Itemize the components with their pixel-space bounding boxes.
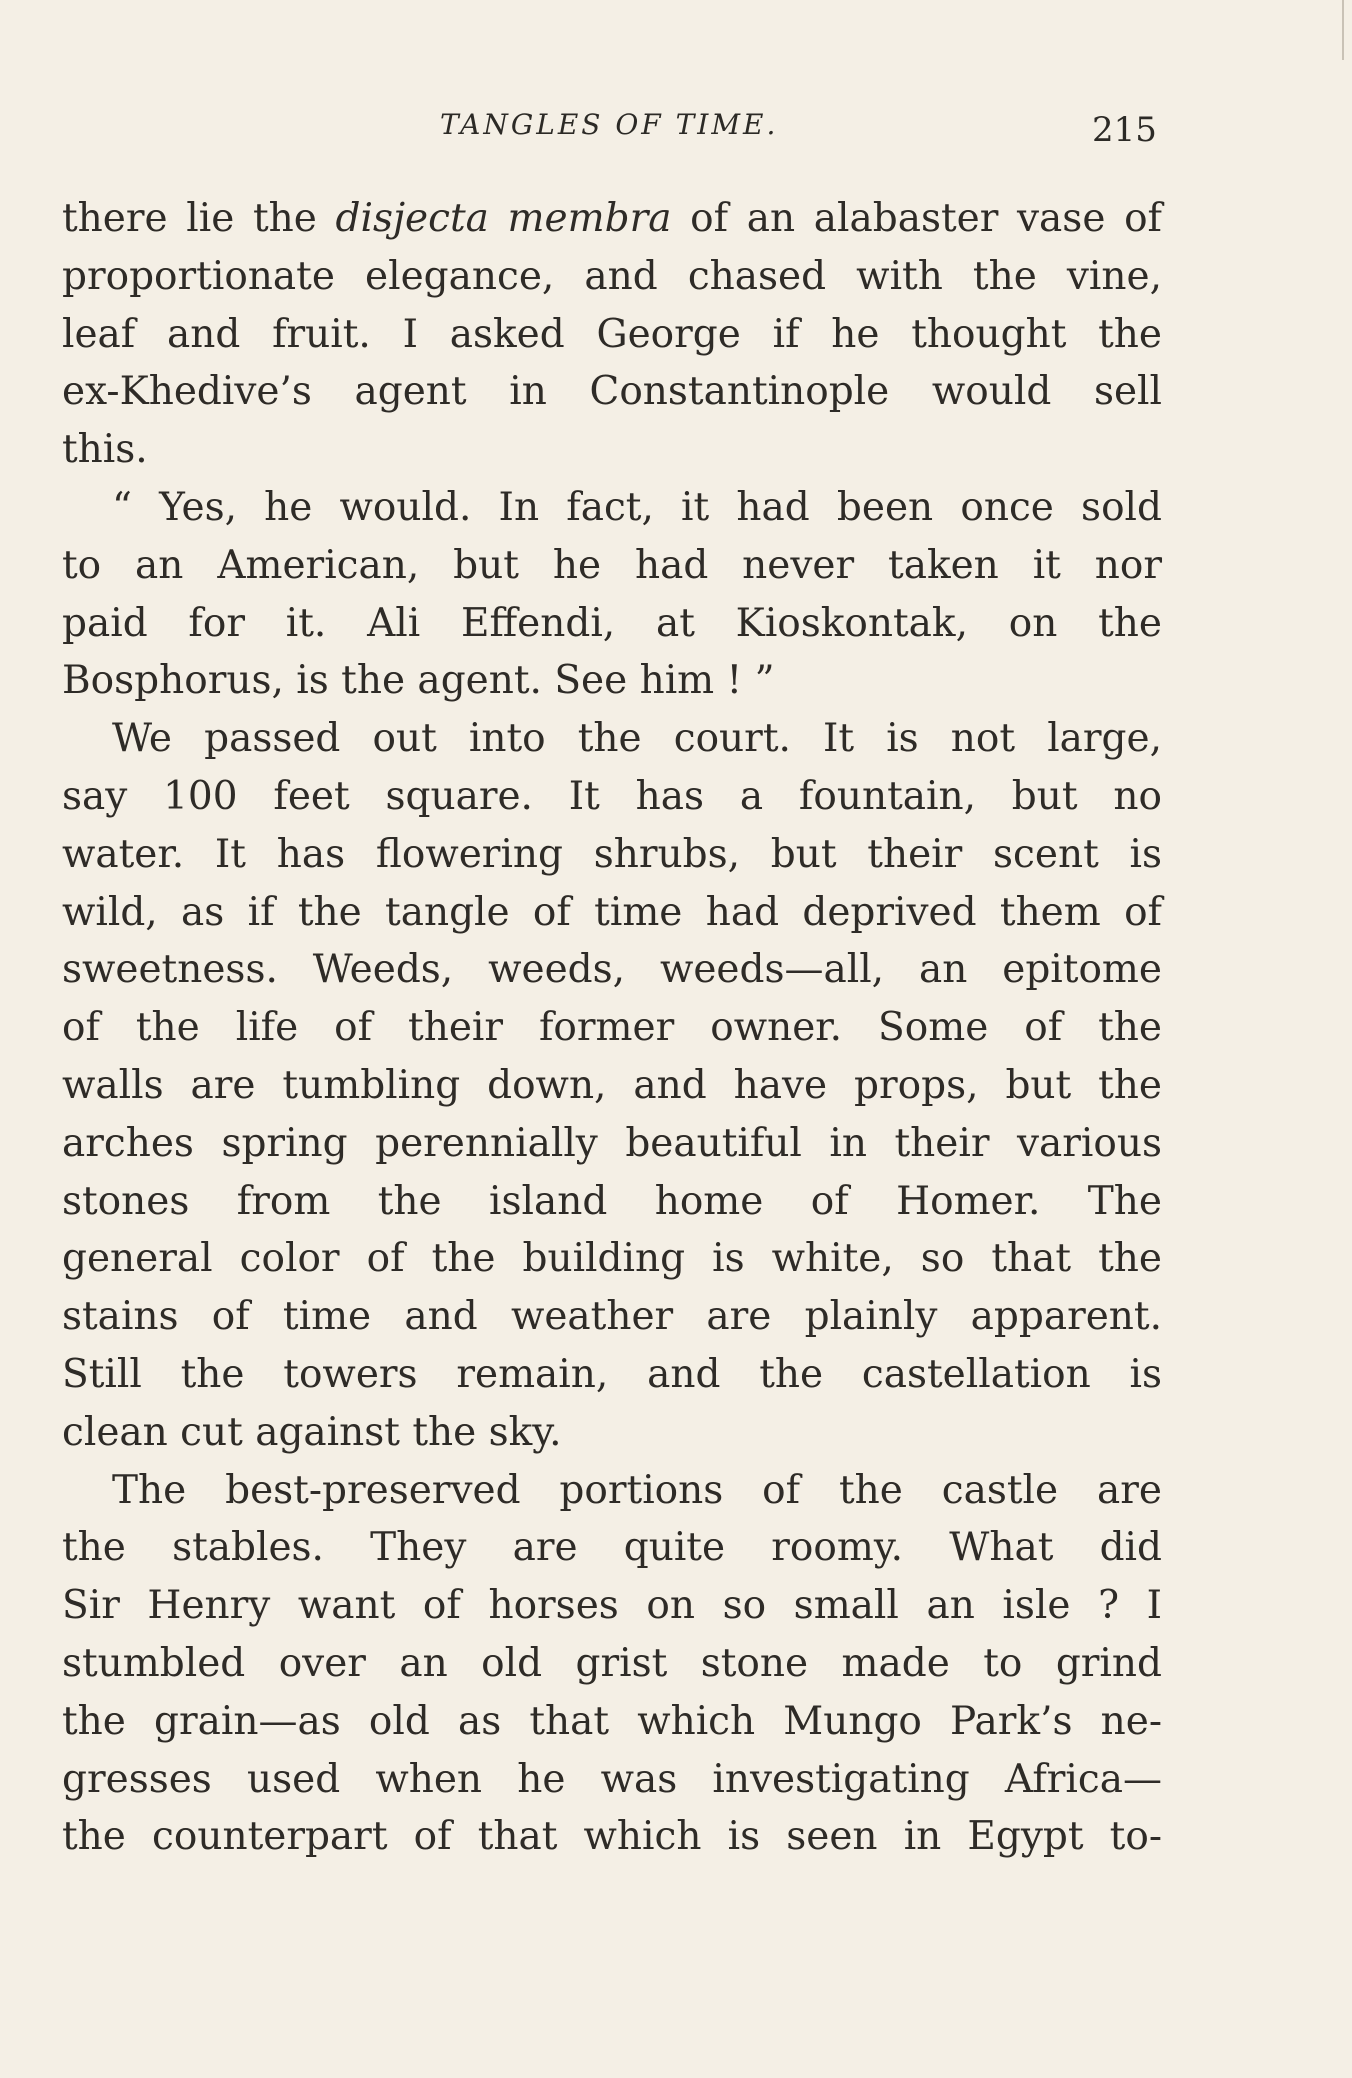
- text-line: of the life of their former owner. Some of the: [62, 1005, 1162, 1051]
- text-line: sweetness. Weeds, weeds, weeds—all, an epitome: [62, 947, 1162, 993]
- text-line: walls are tumbling down, and have props, but the: [62, 1062, 1162, 1108]
- text-fragment: there lie the: [62, 196, 336, 241]
- text-line: Sir Henry want of horses on so small an isle ? I: [62, 1583, 1162, 1629]
- text-line: the stables. They are quite roomy. What did: [62, 1525, 1162, 1571]
- text-line: [62, 190, 1162, 248]
- text-line: say 100 feet square. It has a fountain, but no: [62, 773, 1162, 819]
- text-line: stumbled over an old grist stone made to grind: [62, 1640, 1162, 1686]
- italic-phrase: disjecta membra: [335, 196, 672, 241]
- text-line: clean cut against the sky.: [62, 1409, 562, 1455]
- body-text: [62, 190, 1162, 1866]
- text-line: leaf and fruit. I asked George if he thought the: [62, 311, 1162, 357]
- page-header: [0, 100, 1352, 150]
- running-title: TANGLES OF TIME.: [440, 108, 779, 141]
- text-line: the grain—as old as that which Mungo Park’s ne-: [62, 1698, 1162, 1744]
- text-line: gresses used when he was investigating Africa—: [62, 1756, 1162, 1802]
- text-line: arches spring perennially beautiful in their various: [62, 1120, 1162, 1166]
- text-line: stones from the island home of Homer. The: [62, 1178, 1162, 1224]
- paragraph-first-line: We passed out into the court. It is not large,: [112, 716, 1162, 762]
- text-line: proportionate elegance, and chased with the vine,: [62, 253, 1162, 299]
- page-edge-mark: [1342, 0, 1344, 60]
- text-line: wild, as if the tangle of time had deprived them of: [62, 889, 1162, 935]
- text-line: stains of time and weather are plainly apparent.: [62, 1294, 1162, 1340]
- text-line: Bosphorus, is the agent. See him ! ”: [62, 658, 775, 704]
- text-line: to an American, but he had never taken it nor: [62, 542, 1162, 588]
- text-line: Still the towers remain, and the castellation is: [62, 1351, 1162, 1397]
- text-line: ex-Khedive’s agent in Constantinople would sell: [62, 369, 1162, 415]
- paragraph-first-line: The best-preserved portions of the castle are: [112, 1467, 1162, 1513]
- text-line: the counterpart of that which is seen in Egypt to-: [62, 1814, 1162, 1860]
- text-line: this.: [62, 427, 148, 473]
- text-line: paid for it. Ali Effendi, at Kioskontak, on the: [62, 600, 1162, 646]
- paragraph-first-line: “ Yes, he would. In fact, it had been once sold: [112, 484, 1162, 530]
- text-line: general color of the building is white, so that the: [62, 1236, 1162, 1282]
- text-fragment: of an alabaster vase of: [671, 196, 1162, 241]
- text-line: water. It has flowering shrubs, but their scent is: [62, 831, 1162, 877]
- page-number: 215: [1092, 110, 1157, 150]
